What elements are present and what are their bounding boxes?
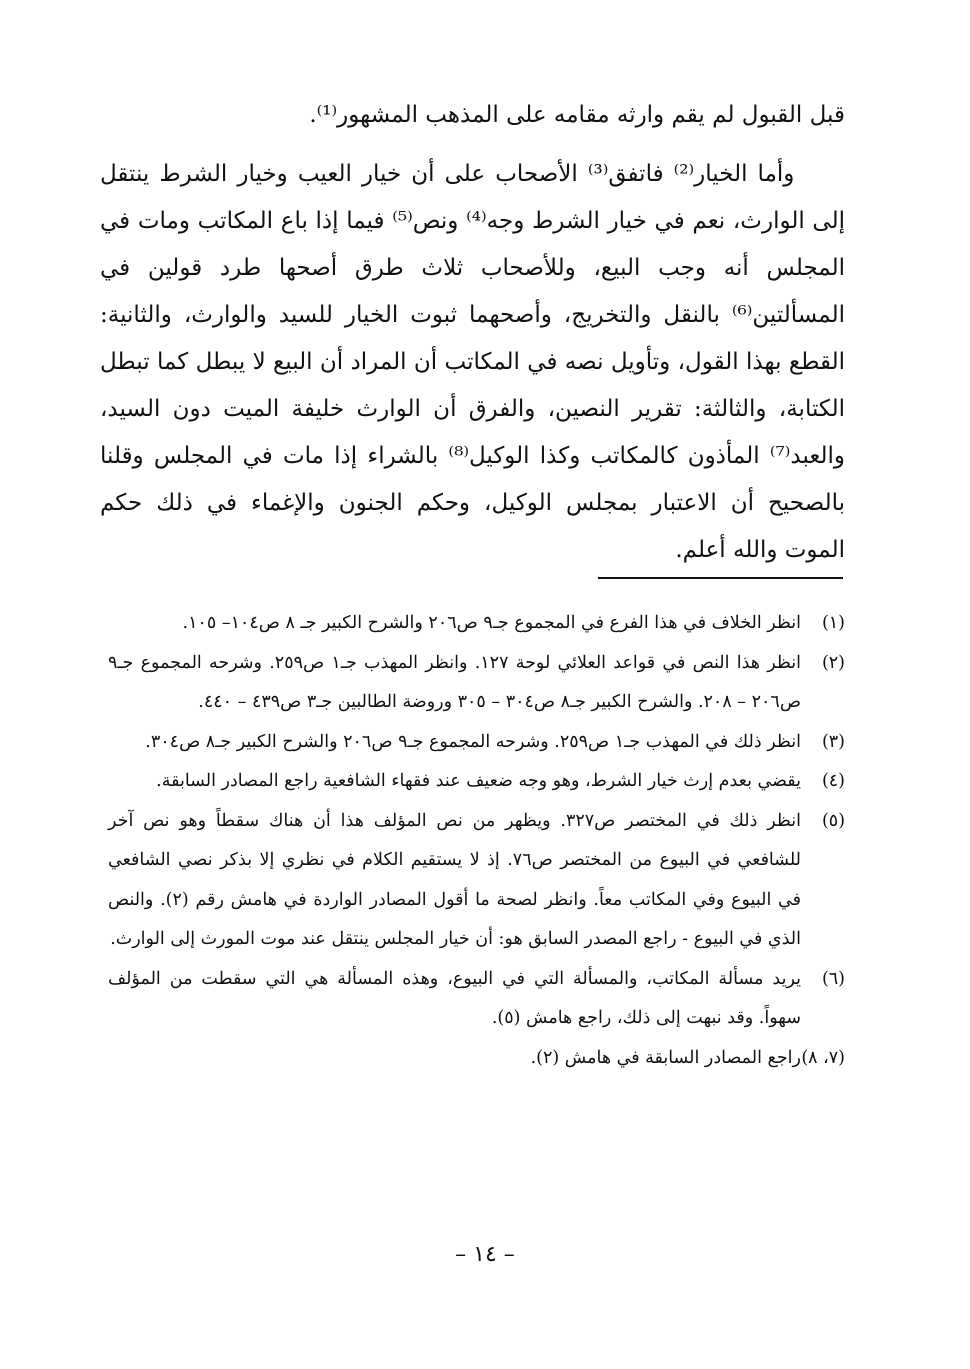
footnote-number: (٤)	[821, 771, 845, 791]
footnote-7-8	[108, 1039, 845, 1079]
footnote-text: راجع المصادر السابقة في هامش (٢).	[530, 1047, 801, 1068]
footnote-number: (٥)	[821, 810, 846, 831]
footnote-number: (٣)	[821, 731, 845, 752]
paragraph-2: وأما الخيار⁽²⁾ فاتفق⁽³⁾ الأصحاب على أن خيار العيب وخيار الشرط ينتقل إلى الوارث، نعم في خيار الشرط وجه⁽⁴⁾ ونص⁽⁵⁾ فيما إذا باع المكاتب ومات في المجلس أنه وجب البيع، وللأصحاب ثلاث طرق أصحها طرد قولين في المسألتين⁽⁶⁾ بالنقل والتخريج، وأصحهما ثبوت الخيار للسيد والوارث، والثانية: القطع بهذا القول، وتأويل نصه في المكاتب أن المراد أن البيع لا يبطل كما تبطل الكتابة، والثالثة: تقرير النصين، والفرق أن الوارث خليفة الميت دون السيد، والعبد⁽⁷⁾ المأذون كالمكاتب وكذا الوكيل⁽⁸⁾ بالشراء إذا مات في المجلس وقلنا بالصحيح أن الاعتبار بمجلس الوكيل، وحكم الجنون والإغماء في ذلك حكم الموت والله أعلم.	[100, 161, 845, 563]
footnote-text: يقضي بعدم إرث خيار الشرط، وهو وجه ضعيف عند فقهاء الشافعية راجع المصادر السابقة.	[156, 771, 801, 791]
footnote-text: يريد مسألة المكاتب، والمسألة التي في البيوع، وهذه المسألة هي التي سقطت من المؤلف سهواً. وقد نبهت إلى ذلك، راجع هامش (٥).	[108, 968, 801, 1028]
main-text	[100, 92, 845, 574]
footnote-separator	[598, 577, 843, 579]
footnote-text: انظر الخلاف في هذا الفرع في المجموع جـ٩ ص٢٠٦ والشرح الكبير جـ ٨ ص١٠٤– ١٠٥.	[182, 613, 801, 633]
footnote-5	[108, 802, 845, 960]
footnote-text: انظر هذا النص في قواعد العلائي لوحة ١٢٧. وانظر المهذب جـ١ ص٢٥٩. وشرحه المجموع جـ٩ ص٢٠٦ – ٢٠٨. والشرح الكبير جـ٨ ص٣٠٤ – ٣٠٥ وروضة الطالبين جـ٣ ص٤٣٩ – ٤٤٠.	[108, 652, 801, 712]
footnote-number: (٦)	[821, 968, 845, 989]
footnote-text: انظر ذلك في المهذب جـ١ ص٢٥٩. وشرحه المجموع جـ٩ ص٢٠٦ والشرح الكبير جـ٨ ص٣٠٤.	[145, 731, 801, 752]
paragraph-1: قبل القبول لم يقم وارثه مقامه على المذهب المشهور⁽¹⁾.	[309, 102, 845, 128]
footnote-3	[108, 723, 845, 763]
footnote-1	[108, 604, 845, 644]
footnotes	[108, 604, 845, 1078]
footnote-number: (١)	[821, 613, 845, 633]
footnote-number: (٢)	[821, 652, 845, 673]
page-number: – ١٤ –	[455, 1242, 515, 1267]
footnote-4	[108, 762, 845, 802]
footnote-6	[108, 960, 845, 1039]
footnote-2	[108, 644, 845, 723]
footnote-number: (٧، ٨)	[801, 1047, 845, 1068]
footnote-text: انظر ذلك في المختصر ص٣٢٧. ويظهر من نص المؤلف هذا أن هناك سقطاً وهو نص آخر للشافعي في البيوع من المختصر ص٧٦. إذ لا يستقيم الكلام في نظري إلا بذكر نصي الشافعي في البيوع وفي المكاتب معاً. وانظر لصحة ما أقول المصادر الواردة في هامش رقم (٢). والنص الذي في البيوع - راجع المصدر السابق هو: أن خيار المجلس ينتقل عند موت المورث إلى الوارث.	[108, 810, 802, 949]
